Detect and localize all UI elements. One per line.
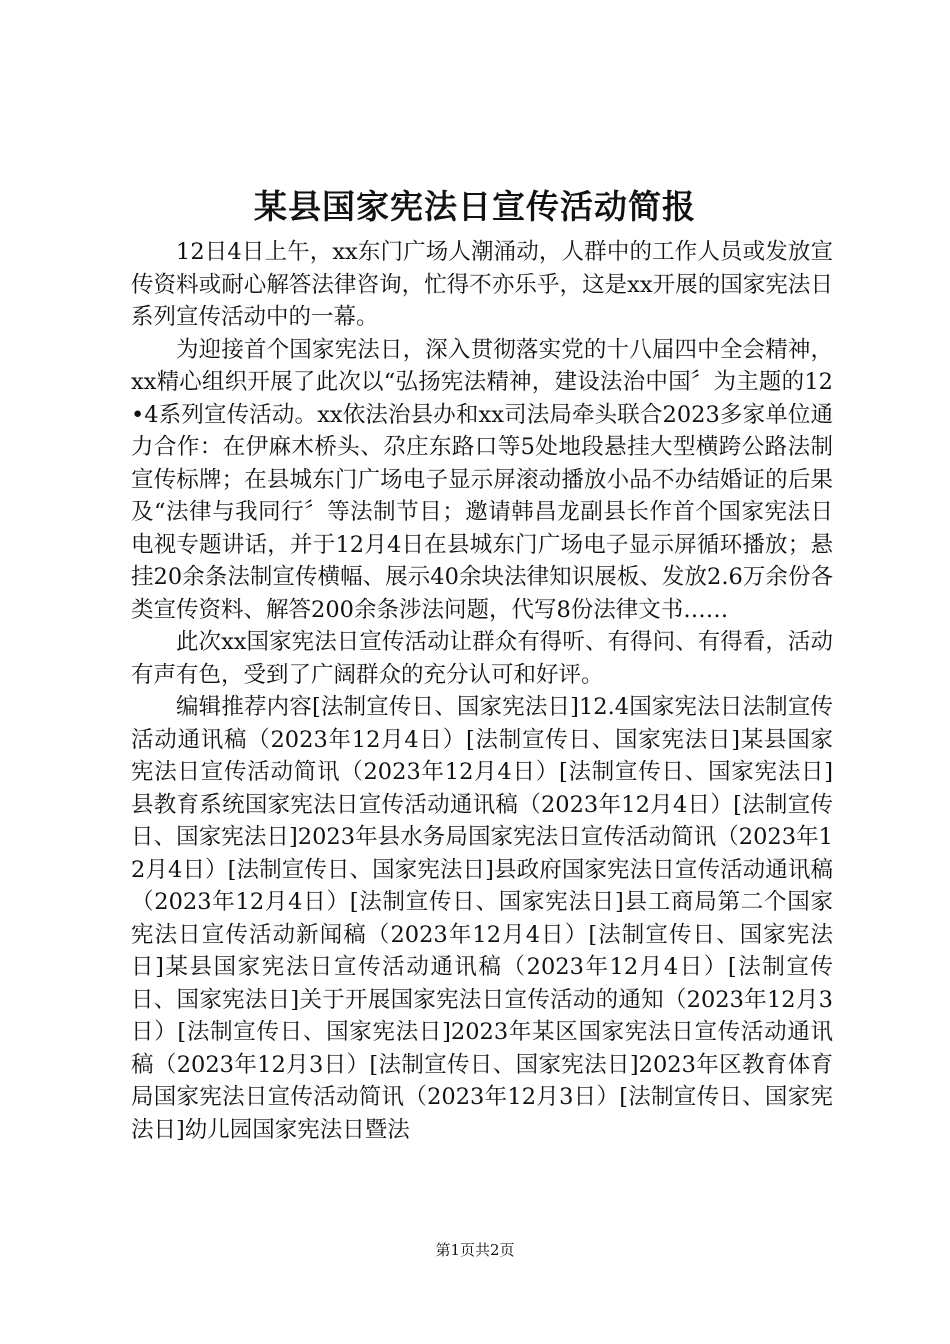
paragraph-4: 编辑推荐内容[法制宣传日、国家宪法日]12.4国家宪法日法制宣传活动通讯稿（2023年12月4日）[法制宣传日、国家宪法日]某县国家宪法日宣传活动简讯（2023年12月4日）[法制宣传日、国家宪法日]县教育系统国家宪法日宣传活动通讯稿（2023年12月4日）[法制宣传日、国家宪法日]2023年县水务局国家宪法日宣传活动简讯（2023年12月4日）[法制宣传日、国家宪法日]县政府国家宪法日宣传活动通讯稿（2023年12月4日）[法制宣传日、国家宪法日]县工商局第二个国家宪法日宣传活动新闻稿（2023年12月4日）[法制宣传日、国家宪法日]某县国家宪法日宣传活动通讯稿（2023年12月4日）[法制宣传日、国家宪法日]关于开展国家宪法日宣传活动的通知（2023年12月3日）[法制宣传日、国家宪法日]2023年某区国家宪法日宣传活动通讯稿（2023年12月3日）[法制宣传日、国家宪法日]2023年区教育体育局国家宪法日宣传活动简讯（2023年12月3日）[法制宣传日、国家宪法日]幼儿园国家宪法日暨法 <box>131 694 833 1143</box>
paragraph-2: 为迎接首个国家宪法日，深入贯彻落实党的十八届四中全会精神，xx精心组织开展了此次以“弘扬宪法精神，建设法治中国〞为主题的12•4系列宣传活动。xx依法治县办和xx司法局牵头联合2023多家单位通力合作：在伊麻木桥头、尕庄东路口等5处地段悬挂大型横跨公路法制宣传标牌；在县城东门广场电子显示屏滚动播放小品不办结婚证的后果及“法律与我同行〞等法制节目；邀请韩昌龙副县长作首个国家宪法日电视专题讲话，并于12月4日在县城东门广场电子显示屏循环播放；悬挂20余条法制宣传横幅、展示40余块法律知识展板、发放2.6万余份各类宣传资料、解答200余条涉法问题，代写8份法律文书…… <box>131 336 833 623</box>
page-total: 共2页 <box>475 1241 515 1259</box>
document-body <box>131 236 833 1146</box>
page-footer <box>0 1240 950 1260</box>
document-title: 某县国家宪法日宣传活动简报 <box>254 187 696 226</box>
page-number: 第1页 <box>435 1241 475 1259</box>
paragraph-1: 12日4日上午，xx东门广场人潮涌动，人群中的工作人员或发放宣传资料或耐心解答法律咨询，忙得不亦乐乎，这是xx开展的国家宪法日系列宣传活动中的一幕。 <box>131 239 833 330</box>
paragraph-3: 此次xx国家宪法日宣传活动让群众有得听、有得问、有得看，活动有声有色，受到了广阔群众的充分认可和好评。 <box>131 629 833 688</box>
